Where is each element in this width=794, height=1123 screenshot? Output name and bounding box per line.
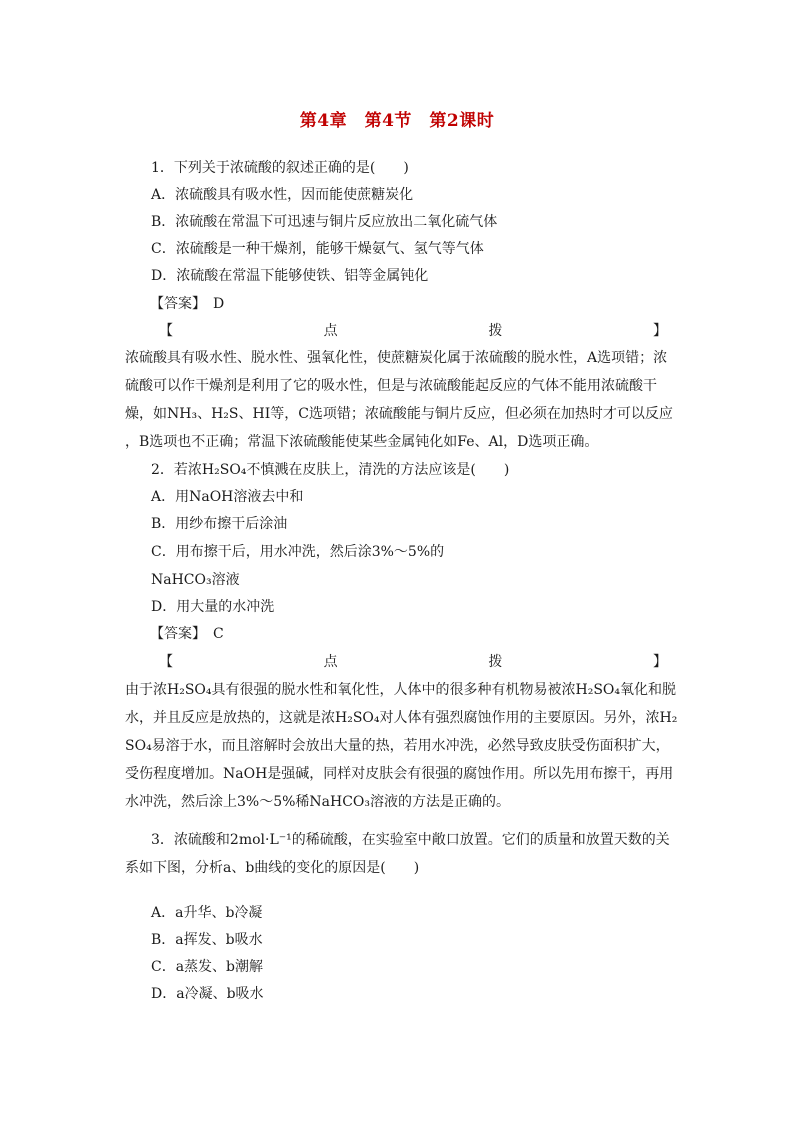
question-2-option-b: B．用纱布擦干后涂油 bbox=[151, 516, 288, 532]
question-2-explain-line-2: 水，并且反应是放热的，这就是浓H₂SO₄对人体有强烈腐蚀作用的主要原因。另外，浓H₂ bbox=[125, 710, 678, 726]
question-1-option-a: A．浓硫酸具有吸水性，因而能使蔗糖炭化 bbox=[151, 187, 414, 203]
question-1-option-c: C．浓硫酸是一种干燥剂，能够干燥氨气、氢气等气体 bbox=[151, 241, 484, 257]
question-1-option-b: B．浓硫酸在常温下可迅速与铜片反应放出二氧化硫气体 bbox=[151, 214, 498, 230]
page-title: 第4章 第4节 第2课时 bbox=[299, 111, 495, 131]
hint-char-bo: 拨 bbox=[488, 654, 503, 670]
hint-bracket-close: 】 bbox=[652, 654, 667, 670]
hint-bracket-open: 【 bbox=[159, 654, 173, 670]
question-2-option-a: A．用NaOH溶液去中和 bbox=[151, 489, 304, 505]
question-2-option-d: D．用大量的水冲洗 bbox=[151, 599, 275, 615]
question-2-explain-line-4: 受伤程度增加。NaOH是强碱，同样对皮肤会有很强的腐蚀作用。所以先用布擦干，再用 bbox=[125, 766, 674, 782]
question-2-explain-line-3: SO₄易溶于水，而且溶解时会放出大量的热，若用水冲洗，必然导致皮肤受伤面积扩大， bbox=[125, 738, 670, 754]
question-3-option-d: D．a冷凝、b吸水 bbox=[151, 986, 264, 1002]
question-1-explain-line-3: 燥，如NH₃、H₂S、HI等，C选项错；浓硫酸能与铜片反应，但必须在加热时才可以反应 bbox=[125, 406, 673, 422]
hint-bracket-close: 】 bbox=[652, 323, 667, 339]
question-1-answer: 【答案】 D bbox=[150, 296, 225, 312]
question-1-option-d: D．浓硫酸在常温下能够使铁、铝等金属钝化 bbox=[151, 268, 429, 284]
question-2-hint-header bbox=[125, 652, 667, 672]
question-1-hint-header bbox=[125, 321, 667, 341]
question-3-option-a: A．a升华、b冷凝 bbox=[151, 905, 263, 921]
question-2-answer: 【答案】 C bbox=[150, 626, 224, 642]
question-2-stem: 2．若浓H₂SO₄不慎溅在皮肤上，清洗的方法应该是( ) bbox=[151, 462, 510, 478]
question-1-explain-line-4: ，B选项也不正确；常温下浓硫酸能使某些金属钝化如Fe、Al，D选项正确。 bbox=[125, 434, 599, 450]
question-1-stem: 1．下列关于浓硫酸的叙述正确的是( ) bbox=[151, 160, 409, 176]
hint-bracket-open: 【 bbox=[159, 323, 173, 339]
hint-char-dian: 点 bbox=[323, 654, 338, 670]
question-3-option-c: C．a蒸发、b潮解 bbox=[151, 959, 264, 975]
question-2-option-c: C．用布擦干后，用水冲洗，然后涂3%～5%的 bbox=[151, 544, 445, 560]
question-3-stem-line-1: 3．浓硫酸和2mol·L⁻¹的稀硫酸，在实验室中敞口放置。它们的质量和放置天数的关 bbox=[151, 832, 670, 848]
hint-char-dian: 点 bbox=[323, 323, 338, 339]
question-2-explain-line-1: 由于浓H₂SO₄具有很强的脱水性和氧化性，人体中的很多种有机物易被浓H₂SO₄氧化和脱 bbox=[125, 682, 677, 698]
hint-char-bo: 拨 bbox=[488, 323, 503, 339]
question-3-stem-line-2: 系如下图，分析a、b曲线的变化的原因是( ) bbox=[125, 860, 420, 876]
question-3-option-b: B．a挥发、b吸水 bbox=[151, 932, 263, 948]
question-2-explain-line-5: 水冲洗，然后涂上3%～5%稀NaHCO₃溶液的方法是正确的。 bbox=[125, 794, 511, 810]
question-1-explain-line-2: 硫酸可以作干燥剂是利用了它的吸水性，但是与浓硫酸能起反应的气体不能用浓硫酸干 bbox=[125, 378, 657, 394]
question-1-explain-line-1: 浓硫酸具有吸水性、脱水性、强氧化性，使蔗糖炭化属于浓硫酸的脱水性，A选项错；浓 bbox=[125, 350, 668, 366]
question-2-option-c-continued: NaHCO₃溶液 bbox=[151, 572, 240, 588]
